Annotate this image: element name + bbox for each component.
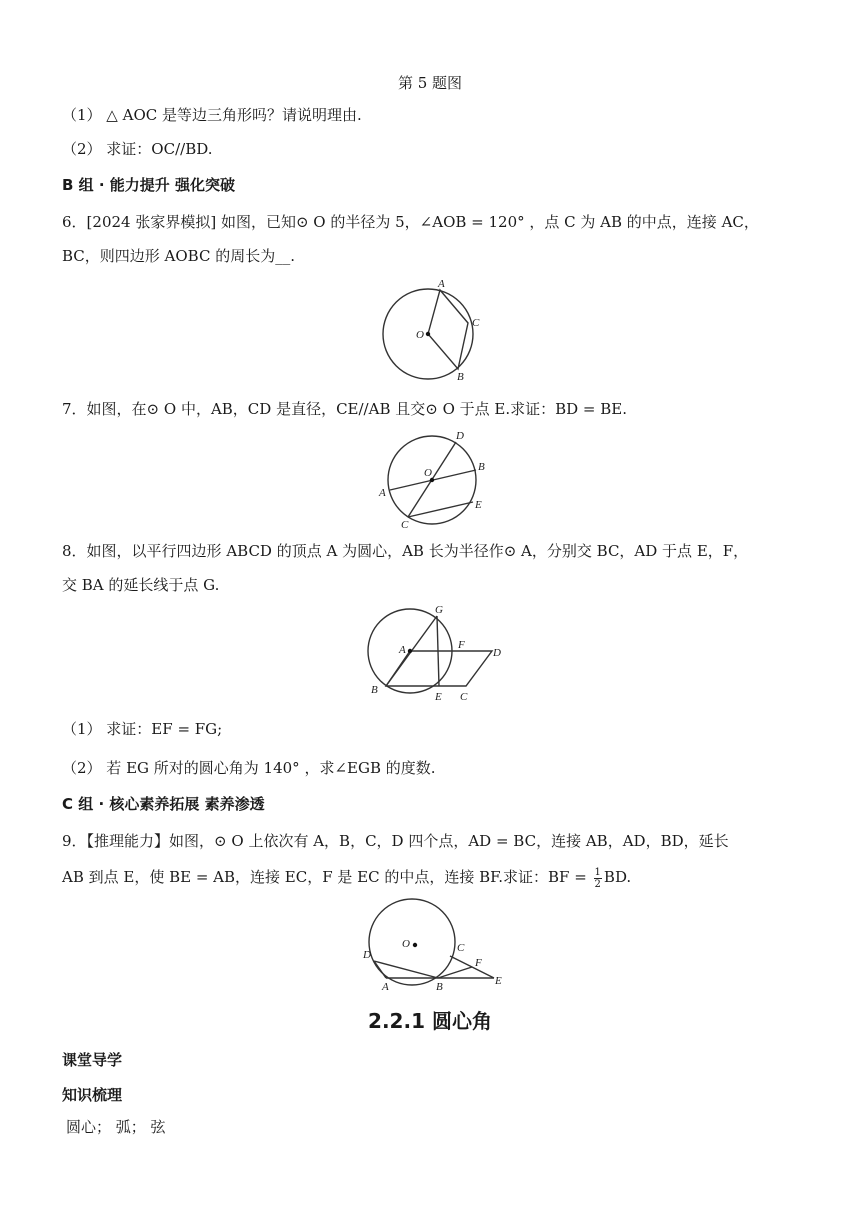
q6-label-o: O — [416, 329, 424, 341]
q6-line1: 6．[2024 张家界模拟] 如图，已知⊙ O 的半径为 5，∠AOB = 120° ，点 C 为 AB 的中点，连接 AC， — [62, 213, 759, 231]
q8-label-f: F — [458, 639, 465, 651]
q8-label-a: A — [399, 644, 406, 656]
q7-label-a: A — [379, 487, 386, 499]
subheading-knowledge-review: 知识梳理 — [62, 1086, 123, 1104]
q8-figure — [362, 602, 508, 706]
q7-label-d: D — [456, 430, 464, 442]
q9-label-f: F — [475, 957, 482, 969]
q8-label-d: D — [493, 647, 501, 659]
subheading-classroom-guide: 课堂导学 — [62, 1051, 123, 1069]
q6-quadrilateral — [428, 290, 468, 369]
q9-fraction-denominator: 2 — [594, 878, 601, 890]
q7-line1: 7．如图，在⊙ O 中，AB，CD 是直径，CE//AB 且交⊙ O 于点 E.求证：BD = BE. — [62, 400, 628, 418]
q9-line2 — [62, 866, 631, 890]
q8-center-dot — [408, 649, 412, 653]
q7-label-e: E — [475, 499, 482, 511]
q6-label-c: C — [472, 317, 480, 329]
q6-center-dot — [426, 332, 430, 336]
q9-figure — [360, 898, 510, 992]
q8-label-e: E — [435, 691, 442, 703]
q9-center-dot — [413, 943, 417, 947]
q9-label-e: E — [495, 975, 502, 987]
q9-line1: 9．【推理能力】如图，⊙ O 上依次有 A，B，C，D 四个点，AD = BC，连接 AB，AD，BD，延长 — [62, 832, 729, 850]
q8-line1: 8．如图，以平行四边形 ABCD 的顶点 A 为圆心，AB 长为半径作⊙ A，分别交 BC，AD 于点 E，F， — [62, 542, 749, 560]
q8-label-g: G — [435, 604, 443, 616]
q8-part2: （2） 若 EG 所对的圆心角为 140° ，求∠EGB 的度数. — [62, 759, 436, 777]
q8-part1: （1） 求证：EF = FG; — [62, 720, 223, 738]
q8-line-ge — [437, 616, 439, 686]
q7-label-b: B — [478, 461, 485, 473]
q6-figure — [378, 276, 490, 384]
q9-label-c: C — [457, 942, 465, 954]
q9-fraction — [594, 867, 602, 890]
q5-part2: （2） 求证：OC//BD. — [62, 140, 213, 158]
q9-label-b: B — [436, 981, 443, 992]
q6-line2: BC，则四边形 AOBC 的周长为__. — [62, 247, 295, 265]
answer-line: 圆心； 弧； 弦 — [66, 1118, 166, 1136]
section-b-heading: B 组 · 能力提升 强化突破 — [62, 176, 236, 194]
q7-label-o: O — [424, 467, 432, 479]
q8-label-b: B — [371, 684, 378, 696]
q8-label-c: C — [460, 691, 468, 703]
figure-caption-5: 第 5 题图 — [397, 74, 463, 92]
q9-label-o: O — [402, 938, 410, 950]
q7-chord-ce — [408, 502, 473, 517]
q6-label-a: A — [438, 278, 445, 290]
lesson-title: 2.2.1 圆心角 — [368, 1009, 492, 1033]
q5-part1: （1） △ AOC 是等边三角形吗？请说明理由. — [62, 106, 362, 124]
q7-label-c: C — [401, 519, 409, 531]
q8-line2: 交 BA 的延长线于点 G. — [62, 576, 220, 594]
q9-line2-end: BD. — [603, 868, 632, 886]
q9-fraction-numerator: 1 — [594, 866, 601, 878]
q6-label-b: B — [457, 371, 464, 383]
q7-figure — [370, 428, 496, 532]
section-c-heading: C 组 · 核心素养拓展 素养渗透 — [62, 795, 265, 813]
q9-label-d: D — [363, 949, 371, 961]
q9-line2-text: AB 到点 E，使 BE = AB，连接 EC，F 是 EC 的中点，连接 BF.求证：BF = — [62, 868, 592, 886]
q9-label-a: A — [382, 981, 389, 992]
